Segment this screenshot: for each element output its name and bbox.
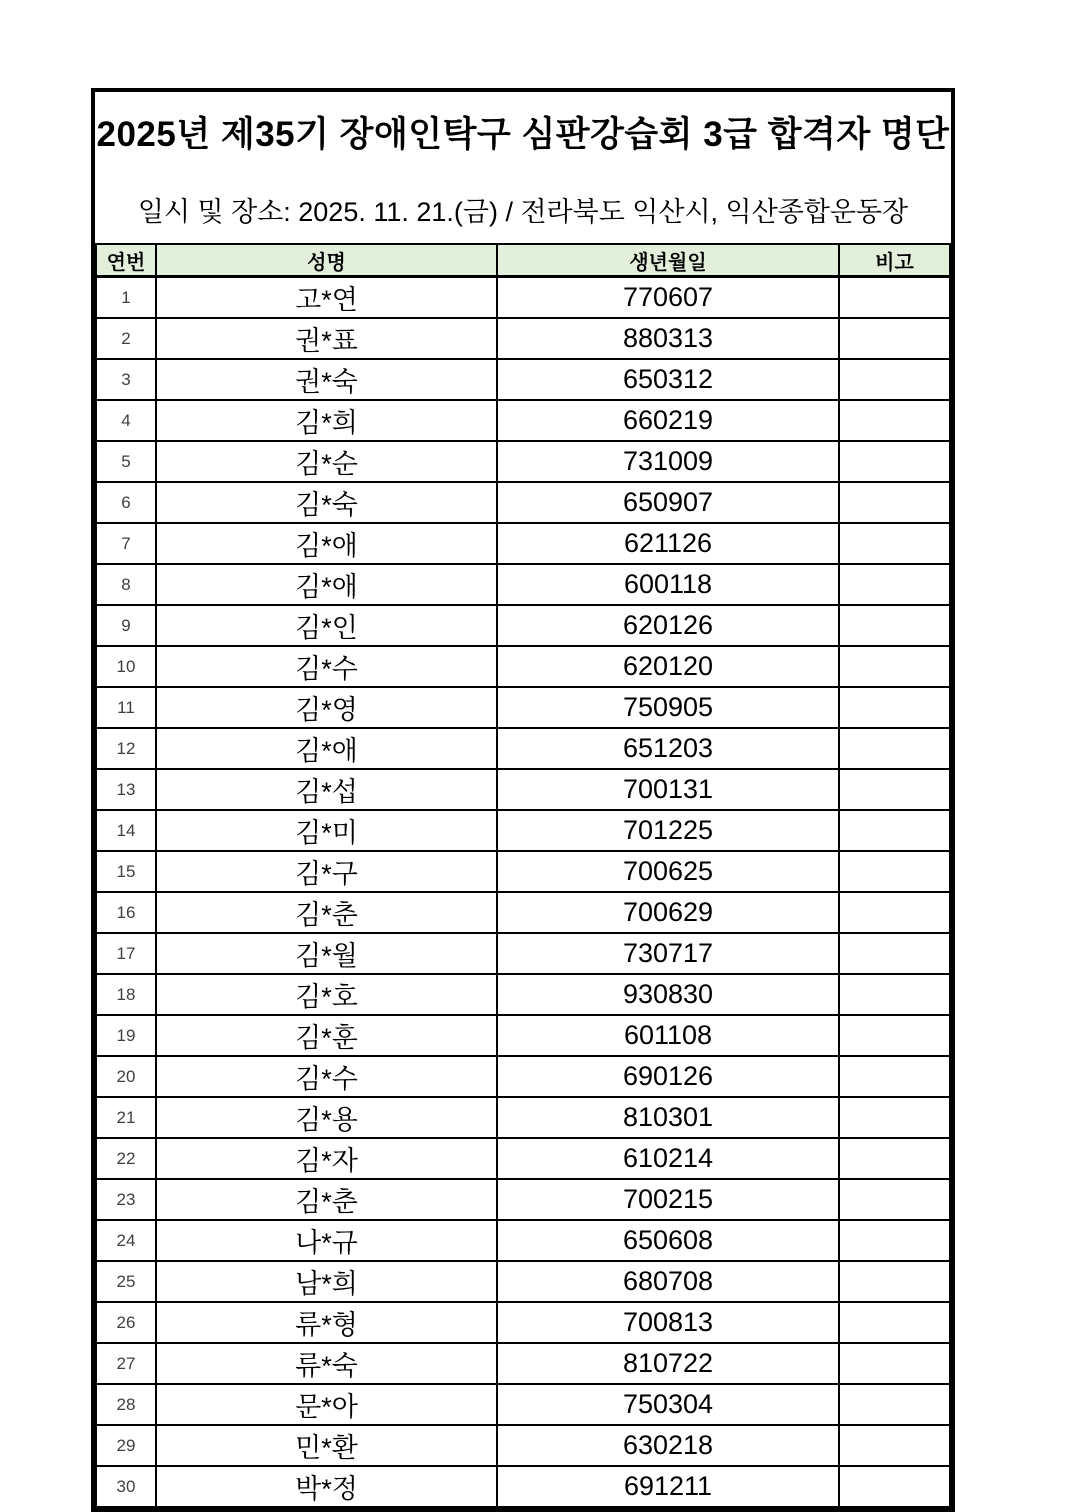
name-cell: 김*용	[156, 1097, 497, 1138]
row-number-cell: 8	[96, 564, 156, 605]
row-number-cell: 19	[96, 1015, 156, 1056]
name-cell: 김*호	[156, 974, 497, 1015]
row-number-cell: 12	[96, 728, 156, 769]
name-cell: 김*순	[156, 441, 497, 482]
table-row	[96, 646, 950, 687]
row-number-cell: 24	[96, 1220, 156, 1261]
row-number-cell: 9	[96, 605, 156, 646]
name-cell: 문*아	[156, 1384, 497, 1425]
note-cell	[839, 892, 950, 933]
row-number-cell: 17	[96, 933, 156, 974]
header-birthdate: 생년월일	[497, 244, 839, 277]
table-row	[96, 1261, 950, 1302]
name-cell: 김*섭	[156, 769, 497, 810]
row-number-cell: 5	[96, 441, 156, 482]
name-cell: 민*환	[156, 1425, 497, 1466]
title-block	[95, 92, 951, 243]
name-cell: 김*영	[156, 687, 497, 728]
note-cell	[839, 728, 950, 769]
row-number-cell: 3	[96, 359, 156, 400]
birthdate-cell: 810722	[497, 1343, 839, 1384]
note-cell	[839, 359, 950, 400]
row-number-cell: 11	[96, 687, 156, 728]
note-cell	[839, 564, 950, 605]
name-cell: 김*춘	[156, 1179, 497, 1220]
note-cell	[839, 810, 950, 851]
document-title: 2025년 제35기 장애인탁구 심판강습회 3급 합격자 명단	[96, 115, 950, 154]
row-number-cell: 25	[96, 1261, 156, 1302]
row-number-cell: 2	[96, 318, 156, 359]
row-number-cell: 15	[96, 851, 156, 892]
name-cell: 김*숙	[156, 482, 497, 523]
note-cell	[839, 277, 950, 319]
table-row	[96, 605, 950, 646]
name-cell: 김*수	[156, 646, 497, 687]
birthdate-cell: 700625	[497, 851, 839, 892]
birthdate-cell: 750905	[497, 687, 839, 728]
note-cell	[839, 1425, 950, 1466]
name-cell: 김*애	[156, 523, 497, 564]
table-row	[96, 1179, 950, 1220]
birthdate-cell: 731009	[497, 441, 839, 482]
note-cell	[839, 851, 950, 892]
table-row	[96, 974, 950, 1015]
note-cell	[839, 1466, 950, 1507]
table-row	[96, 1097, 950, 1138]
name-cell: 김*애	[156, 564, 497, 605]
header-row	[96, 244, 950, 277]
header-no: 연번	[96, 244, 156, 277]
birthdate-cell: 691211	[497, 1466, 839, 1507]
table-row	[96, 1384, 950, 1425]
table-row	[96, 1138, 950, 1179]
birthdate-cell: 700215	[497, 1179, 839, 1220]
birthdate-cell: 630218	[497, 1425, 839, 1466]
row-number-cell: 30	[96, 1466, 156, 1507]
birthdate-cell: 701225	[497, 810, 839, 851]
name-cell: 김*훈	[156, 1015, 497, 1056]
birthdate-cell: 600118	[497, 564, 839, 605]
row-number-cell: 1	[96, 277, 156, 319]
name-cell: 김*인	[156, 605, 497, 646]
note-cell	[839, 1138, 950, 1179]
table-row	[96, 1466, 950, 1507]
note-cell	[839, 933, 950, 974]
table-row	[96, 851, 950, 892]
table-row	[96, 564, 950, 605]
note-cell	[839, 769, 950, 810]
name-cell: 남*희	[156, 1261, 497, 1302]
table-row	[96, 1343, 950, 1384]
birthdate-cell: 610214	[497, 1138, 839, 1179]
birthdate-cell: 700131	[497, 769, 839, 810]
table-row	[96, 1425, 950, 1466]
row-number-cell: 7	[96, 523, 156, 564]
birthdate-cell: 680708	[497, 1261, 839, 1302]
row-number-cell: 13	[96, 769, 156, 810]
birthdate-cell: 650608	[497, 1220, 839, 1261]
row-number-cell: 23	[96, 1179, 156, 1220]
birthdate-cell: 651203	[497, 728, 839, 769]
note-cell	[839, 1384, 950, 1425]
row-number-cell: 16	[96, 892, 156, 933]
table-row	[96, 482, 950, 523]
name-cell: 김*미	[156, 810, 497, 851]
table-row	[96, 441, 950, 482]
birthdate-cell: 700813	[497, 1302, 839, 1343]
row-number-cell: 4	[96, 400, 156, 441]
birthdate-cell: 930830	[497, 974, 839, 1015]
birthdate-cell: 601108	[497, 1015, 839, 1056]
event-date-location: 일시 및 장소: 2025. 11. 21.(금) / 전라북도 익산시, 익산종합운동장	[137, 197, 909, 227]
note-cell	[839, 523, 950, 564]
pass-list-table	[95, 243, 951, 1508]
row-number-cell: 27	[96, 1343, 156, 1384]
birthdate-cell: 650907	[497, 482, 839, 523]
name-cell: 권*숙	[156, 359, 497, 400]
name-cell: 고*연	[156, 277, 497, 319]
name-cell: 김*자	[156, 1138, 497, 1179]
table-body	[96, 277, 950, 1508]
name-cell: 김*춘	[156, 892, 497, 933]
note-cell	[839, 441, 950, 482]
name-cell: 박*정	[156, 1466, 497, 1507]
row-number-cell: 29	[96, 1425, 156, 1466]
note-cell	[839, 605, 950, 646]
birthdate-cell: 620126	[497, 605, 839, 646]
note-cell	[839, 974, 950, 1015]
table-row	[96, 1056, 950, 1097]
birthdate-cell: 660219	[497, 400, 839, 441]
row-number-cell: 28	[96, 1384, 156, 1425]
name-cell: 김*수	[156, 1056, 497, 1097]
row-number-cell: 20	[96, 1056, 156, 1097]
name-cell: 나*규	[156, 1220, 497, 1261]
table-row	[96, 523, 950, 564]
table-row	[96, 1302, 950, 1343]
table-row	[96, 687, 950, 728]
table-row	[96, 728, 950, 769]
note-cell	[839, 1015, 950, 1056]
name-cell: 류*형	[156, 1302, 497, 1343]
note-cell	[839, 318, 950, 359]
table-row	[96, 1220, 950, 1261]
note-cell	[839, 1302, 950, 1343]
birthdate-cell: 621126	[497, 523, 839, 564]
birthdate-cell: 770607	[497, 277, 839, 319]
note-cell	[839, 1343, 950, 1384]
birthdate-cell: 690126	[497, 1056, 839, 1097]
row-number-cell: 26	[96, 1302, 156, 1343]
note-cell	[839, 1220, 950, 1261]
table-header	[96, 244, 950, 277]
note-cell	[839, 1097, 950, 1138]
header-note: 비고	[839, 244, 950, 277]
note-cell	[839, 1056, 950, 1097]
row-number-cell: 22	[96, 1138, 156, 1179]
row-number-cell: 10	[96, 646, 156, 687]
row-number-cell: 14	[96, 810, 156, 851]
birthdate-cell: 750304	[497, 1384, 839, 1425]
birthdate-cell: 620120	[497, 646, 839, 687]
table-row	[96, 359, 950, 400]
header-name: 성명	[156, 244, 497, 277]
table-row	[96, 400, 950, 441]
birthdate-cell: 810301	[497, 1097, 839, 1138]
row-number-cell: 21	[96, 1097, 156, 1138]
birthdate-cell: 730717	[497, 933, 839, 974]
note-cell	[839, 687, 950, 728]
name-cell: 김*구	[156, 851, 497, 892]
note-cell	[839, 1179, 950, 1220]
note-cell	[839, 400, 950, 441]
table-row	[96, 933, 950, 974]
name-cell: 김*월	[156, 933, 497, 974]
name-cell: 류*숙	[156, 1343, 497, 1384]
birthdate-cell: 880313	[497, 318, 839, 359]
table-row	[96, 769, 950, 810]
table-row	[96, 1015, 950, 1056]
name-cell: 권*표	[156, 318, 497, 359]
note-cell	[839, 646, 950, 687]
table-row	[96, 892, 950, 933]
table-row	[96, 318, 950, 359]
name-cell: 김*희	[156, 400, 497, 441]
birthdate-cell: 650312	[497, 359, 839, 400]
table-row	[96, 810, 950, 851]
table-row	[96, 277, 950, 319]
birthdate-cell: 700629	[497, 892, 839, 933]
note-cell	[839, 482, 950, 523]
name-cell: 김*애	[156, 728, 497, 769]
row-number-cell: 6	[96, 482, 156, 523]
document-sheet	[91, 88, 955, 1512]
note-cell	[839, 1261, 950, 1302]
row-number-cell: 18	[96, 974, 156, 1015]
